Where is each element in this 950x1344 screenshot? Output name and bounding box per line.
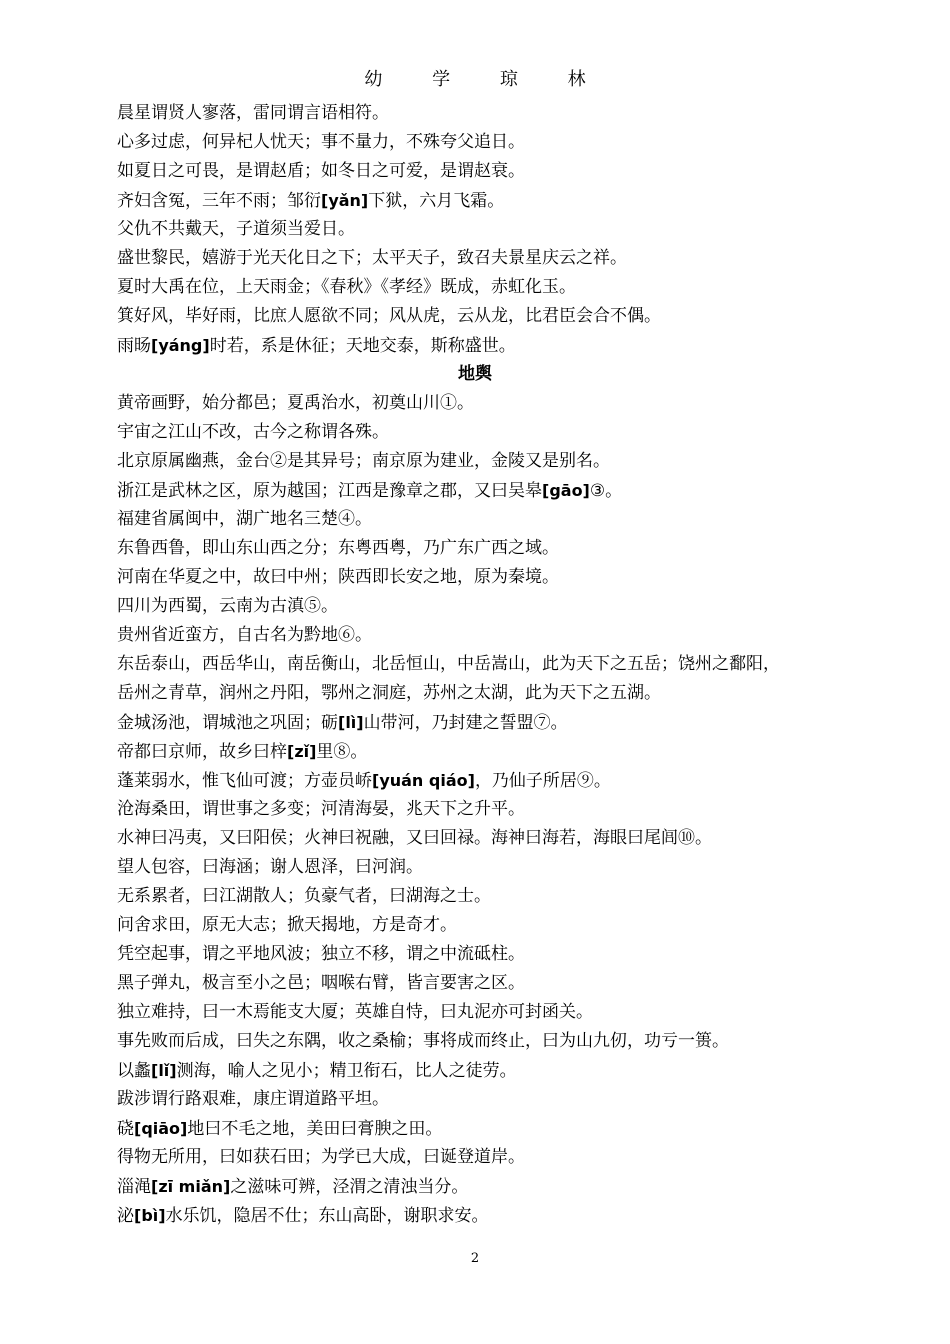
- verse-line: 如夏日之可畏，是谓赵盾；如冬日之可爱，是谓赵衰。: [117, 161, 525, 181]
- verse-line: [117, 1056, 917, 1085]
- verse-text: 雨旸: [117, 336, 151, 356]
- verse-line: [117, 331, 917, 360]
- verse-line: 夏时大禹在位，上天雨金；《春秋》《孝经》既成，赤虹化玉。: [117, 277, 576, 297]
- verse-text: 时若，系是休征；天地交泰，斯称盛世。: [209, 336, 516, 356]
- verse-text: ，乃仙子所居⑨。: [474, 771, 611, 791]
- verse-line: 问舍求田，原无大志；掀天揭地，方是奇才。: [117, 915, 457, 935]
- pinyin-annotation: [lǐ]: [151, 1061, 177, 1080]
- verse-line: [117, 1114, 917, 1143]
- verse-text: 硗: [117, 1119, 134, 1139]
- verse-line: [117, 708, 917, 737]
- verse-line: 晨星谓贤人寥落，雷同谓言语相符。: [117, 103, 389, 123]
- verse-line: 宇宙之江山不改，古今之称谓各殊。: [117, 422, 389, 442]
- pinyin-annotation: [bì]: [134, 1206, 166, 1225]
- verse-line: [117, 766, 917, 795]
- verse-text: ③。: [589, 481, 623, 501]
- verse-text: 下狱，六月飞霜。: [368, 191, 505, 211]
- pinyin-annotation: [yuán qiáo]: [372, 771, 475, 790]
- page-number: 2: [470, 1251, 480, 1266]
- verse-line: 黄帝画野，始分都邑；夏禹治水，初奠山川①。: [117, 393, 474, 413]
- section-title: 地舆: [458, 364, 492, 384]
- verse-line: 独立难持，曰一木焉能支大厦；英雄自恃，曰丸泥亦可封函关。: [117, 1002, 593, 1022]
- verse-text: 蓬莱弱水，惟飞仙可渡；方壶员峤: [117, 771, 372, 791]
- verse-text: 泌: [117, 1206, 134, 1226]
- verse-line: 水神曰冯夷，又曰阳侯；火神曰祝融，又曰回禄。海神曰海若，海眼曰尾闾⑩。: [117, 828, 712, 848]
- verse-line: [117, 476, 917, 505]
- verse-line: 河南在华夏之中，故曰中州；陕西即长安之地，原为秦境。: [117, 567, 559, 587]
- verse-text: 淄渑: [117, 1177, 151, 1197]
- verse-line: [117, 737, 917, 766]
- verse-text: 地曰不毛之地，美田曰膏腴之田。: [187, 1119, 443, 1139]
- verse-line: 沧海桑田，谓世事之多变；河清海晏，兆天下之升平。: [117, 799, 525, 819]
- pinyin-annotation: [zǐ]: [287, 742, 317, 761]
- verse-line: 北京原属幽燕，金台②是其异号；南京原为建业，金陵又是别名。: [117, 451, 610, 471]
- pinyin-annotation: [yǎn]: [321, 191, 369, 210]
- verse-line: 跋涉谓行路艰难，康庄谓道路平坦。: [117, 1089, 389, 1109]
- verse-line: 事先败而后成，曰失之东隅，收之桑榆；事将成而终止，曰为山九仞，功亏一篑。: [117, 1031, 729, 1051]
- verse-line: 望人包容，曰海涵；谢人恩泽，曰河润。: [117, 857, 423, 877]
- verse-line: [117, 1172, 917, 1201]
- verse-line: [117, 186, 917, 215]
- verse-line: 贵州省近蛮方，自古名为黔地⑥。: [117, 625, 372, 645]
- pinyin-annotation: [zī miǎn]: [151, 1177, 231, 1196]
- document-body: [117, 99, 917, 1230]
- verse-line: 得物无所用，曰如获石田；为学已大成，曰诞登道岸。: [117, 1147, 525, 1167]
- verse-block-after: [117, 389, 917, 1230]
- verse-text: 齐妇含冤，三年不雨；邹衍: [117, 191, 321, 211]
- verse-line: 无系累者，曰江湖散人；负豪气者，曰湖海之士。: [117, 886, 491, 906]
- verse-text: 帝都曰京师，故乡曰梓: [117, 742, 287, 762]
- verse-line: 四川为西蜀，云南为古滇⑤。: [117, 596, 338, 616]
- verse-text: 山带河，乃封建之誓盟⑦。: [363, 713, 568, 733]
- verse-line: 东岳泰山，西岳华山，南岳衡山，北岳恒山，中岳嵩山，此为天下之五岳；饶州之鄱阳，: [117, 654, 780, 674]
- verse-block-before: [117, 99, 917, 360]
- verse-line: 箕好风，毕好雨，比庶人愿欲不同；风从虎，云从龙，比君臣会合不偶。: [117, 306, 661, 326]
- pinyin-annotation: [gāo]: [542, 481, 590, 500]
- page-header-title: 幼 学 琼 林: [364, 69, 608, 90]
- verse-text: 金城汤池，谓城池之巩固；砺: [117, 713, 338, 733]
- verse-text: 里⑧。: [316, 742, 368, 762]
- verse-line: 父仇不共戴天，子道须当爱日。: [117, 219, 355, 239]
- verse-text: 之滋味可辨，泾渭之清浊当分。: [230, 1177, 469, 1197]
- verse-line: [117, 1201, 917, 1230]
- verse-line: 福建省属闽中，湖广地名三楚④。: [117, 509, 372, 529]
- verse-text: 测海，喻人之见小；精卫衔石，比人之徒劳。: [176, 1061, 517, 1081]
- pinyin-annotation: [lì]: [338, 713, 364, 732]
- verse-line: 心多过虑，何异杞人忧天；事不量力，不殊夸父追日。: [117, 132, 525, 152]
- verse-line: 东鲁西鲁，即山东山西之分；东粤西粤，乃广东广西之域。: [117, 538, 559, 558]
- pinyin-annotation: [qiāo]: [134, 1119, 188, 1138]
- verse-line: 盛世黎民，嬉游于光天化日之下；太平天子，致召夫景星庆云之祥。: [117, 248, 627, 268]
- verse-text: 浙江是武林之区，原为越国；江西是豫章之郡，又曰吴皋: [117, 481, 542, 501]
- verse-line: 岳州之青草，润州之丹阳，鄂州之洞庭，苏州之太湖，此为天下之五湖。: [117, 683, 661, 703]
- verse-line: 凭空起事，谓之平地风波；独立不移，谓之中流砥柱。: [117, 944, 525, 964]
- verse-text: 以蠡: [117, 1061, 151, 1081]
- verse-text: 水乐饥，隐居不仕；东山高卧，谢职求安。: [165, 1206, 489, 1226]
- pinyin-annotation: [yáng]: [151, 336, 210, 355]
- verse-line: 黑子弹丸，极言至小之邑；咽喉右臂，皆言要害之区。: [117, 973, 525, 993]
